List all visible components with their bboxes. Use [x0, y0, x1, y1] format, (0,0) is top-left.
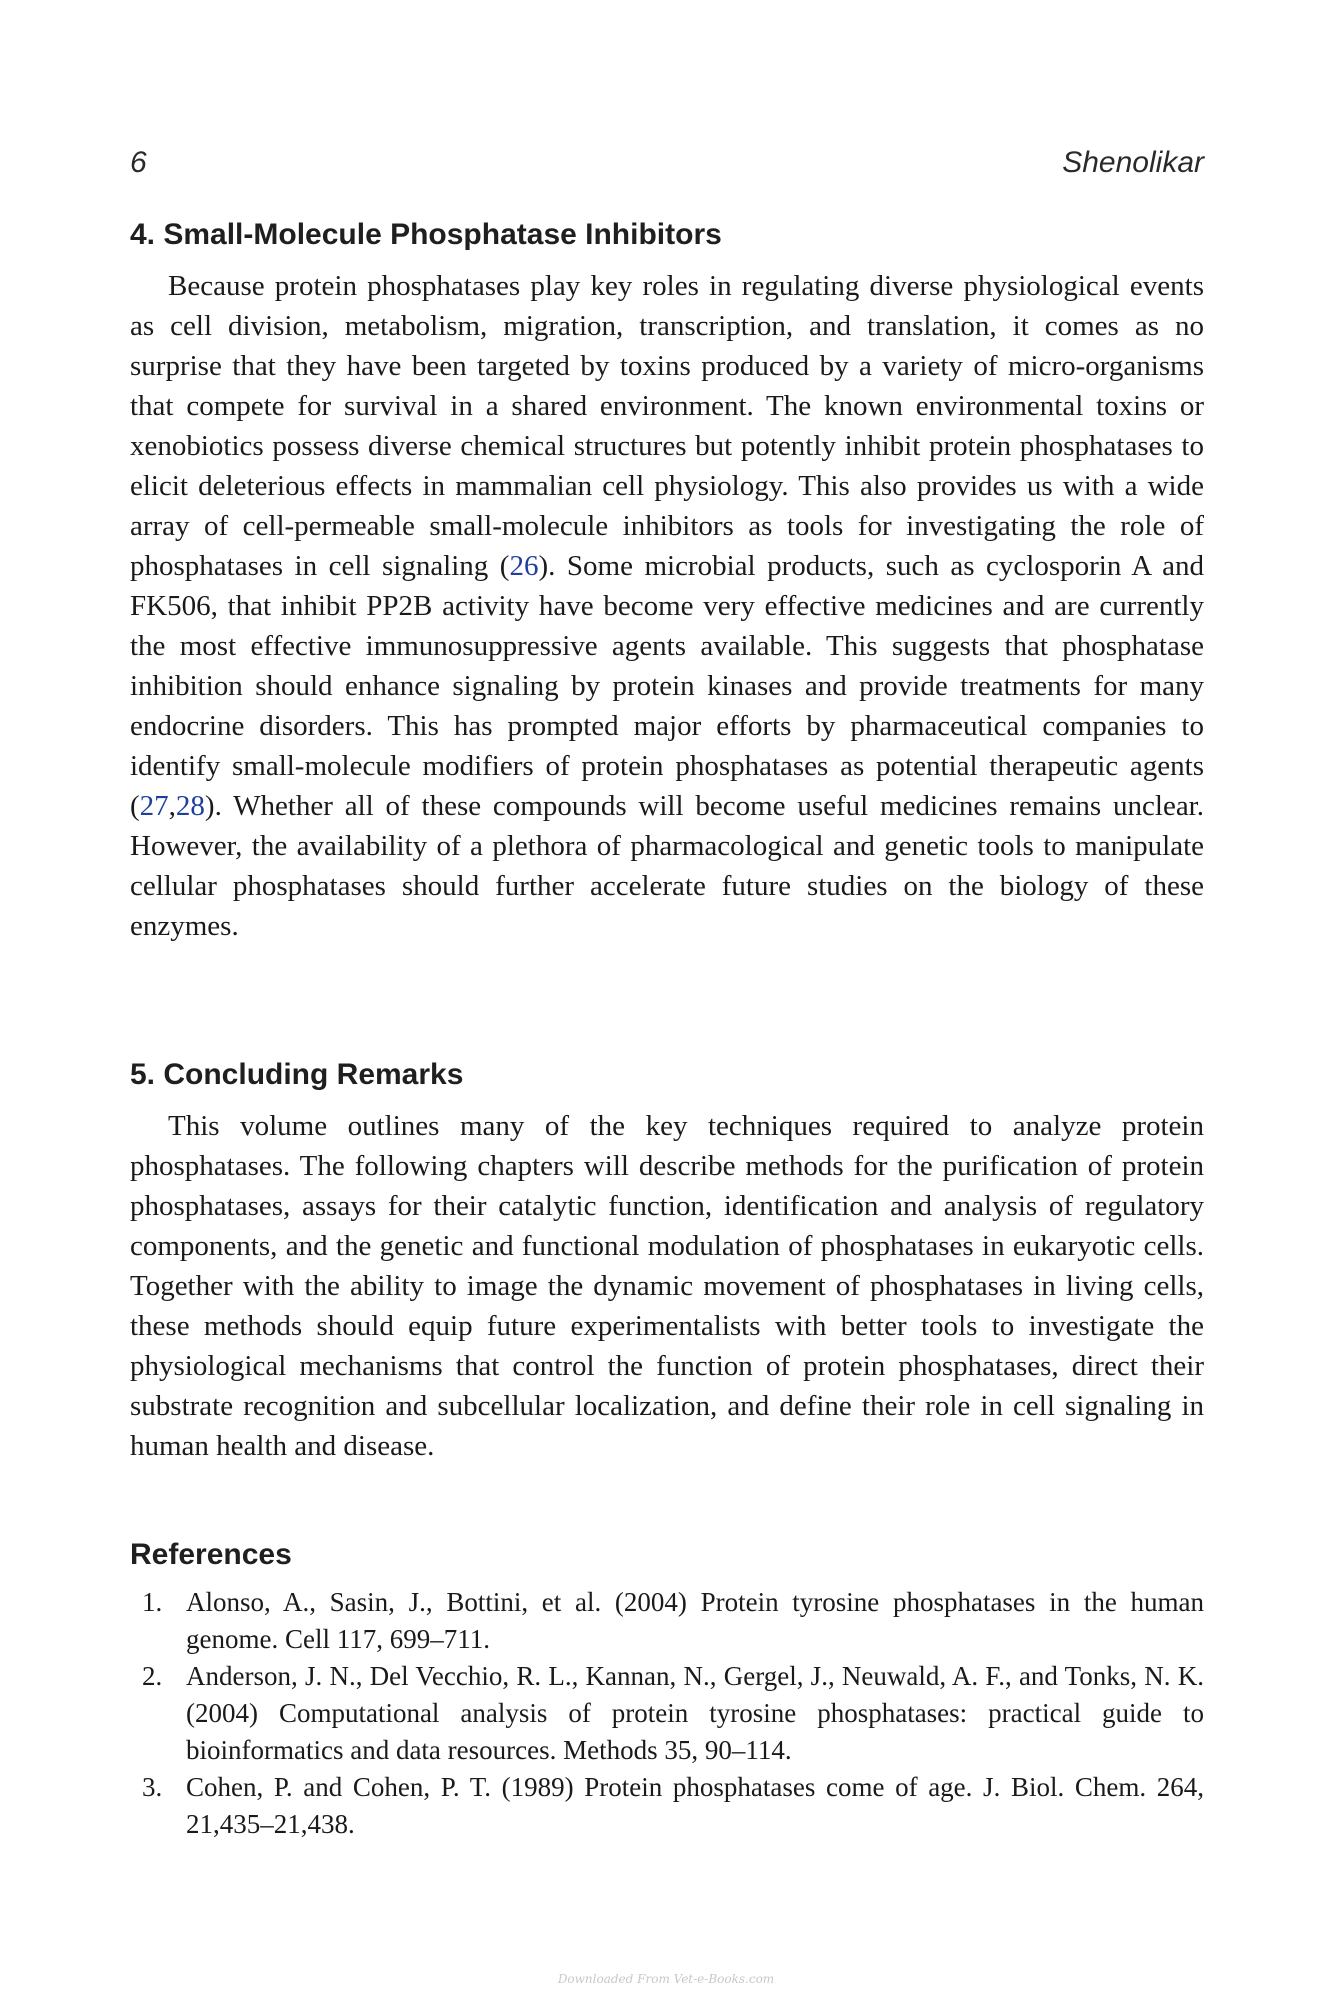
- section-4-paragraph: [130, 266, 1204, 946]
- page-number: 6: [130, 146, 147, 179]
- section-4-text-part-1: Because protein phosphatases play key roles in regulating diverse physiological events as cell division, metabolism, migration, transcription, and translation, it comes as no surprise that they have been targeted by toxins produced by a variety of micro-organisms that compete for survival in a shared environment. The known environmental toxins or xenobiotics possess diverse chemical structures but potently inhibit protein phosphatases to elicit deleterious effects in mammalian cell physiology. This also provides us with a wide array of cell-permeable small-molecule inhibitors as tools for investigating the role of phosphatases in cell signaling (: [130, 270, 1204, 582]
- references-list: [130, 1584, 1204, 1843]
- citation-link[interactable]: 27: [139, 790, 169, 822]
- reference-text: Alonso, A., Sasin, J., Bottini, et al. (2004) Protein tyrosine phosphatases in the human genome. Cell 117, 699–711.: [186, 1587, 1204, 1654]
- running-head-author: Shenolikar: [1062, 146, 1204, 179]
- citation-separator: ,: [168, 790, 176, 822]
- section-4-text-part-2: ). Some microbial products, such as cyclosporin A and FK506, that inhibit PP2B activity have become very effective medicines and are currently the most effective immunosuppressive agents available. This suggests that phosphatase inhibition should enhance signaling by protein kinases and provide treatments for many endocrine disorders. This has prompted major efforts by pharmaceutical companies to identify small-molecule modifiers of protein phosphatases as potential therapeutic agents (: [130, 550, 1204, 822]
- section-4-heading: 4. Small-Molecule Phosphatase Inhibitors: [130, 218, 722, 251]
- references-heading: References: [130, 1538, 292, 1571]
- watermark: Downloaded From Vet-e-Books.com: [557, 1972, 775, 1986]
- reference-number: 2.: [142, 1661, 163, 1691]
- section-5-heading: 5. Concluding Remarks: [130, 1058, 464, 1091]
- reference-number: 3.: [142, 1772, 163, 1802]
- citation-link[interactable]: 26: [509, 550, 539, 582]
- section-5-paragraph: This volume outlines many of the key techniques required to analyze protein phosphatases. The following chapters will describe methods for the purification of protein phosphatases, assays for their catalytic function, identification and analysis of regulatory components, and the genetic and functional modulation of phosphatases in eukaryotic cells. Together with the ability to image the dynamic movement of phosphatases in living cells, these methods should equip future experimentalists with better tools to investigate the physiological mechanisms that control the function of protein phosphatases, direct their substrate recognition and subcellular localization, and define their role in cell signaling in human health and disease.: [130, 1110, 1204, 1462]
- reference-item: [130, 1769, 1204, 1843]
- section-4-text-part-3: ). Whether all of these compounds will become useful medicines remains unclear. However, the availability of a plethora of pharmacological and genetic tools to manipulate cellular phosphatases should further accelerate future studies on the biology of these enzymes.: [130, 790, 1204, 942]
- reference-item: [130, 1658, 1204, 1769]
- reference-text: Cohen, P. and Cohen, P. T. (1989) Protein phosphatases come of age. J. Biol. Chem. 264, 21,435–21,438.: [186, 1772, 1204, 1839]
- reference-item: [130, 1584, 1204, 1658]
- reference-text: Anderson, J. N., Del Vecchio, R. L., Kannan, N., Gergel, J., Neuwald, A. F., and Tonks, N. K. (2004) Computational analysis of protein tyrosine phosphatases: practical guide to bioinformatics and data resources. Methods 35, 90–114.: [186, 1661, 1204, 1765]
- running-head: [130, 146, 1204, 186]
- reference-number: 1.: [142, 1587, 163, 1617]
- citation-link[interactable]: 28: [175, 790, 205, 822]
